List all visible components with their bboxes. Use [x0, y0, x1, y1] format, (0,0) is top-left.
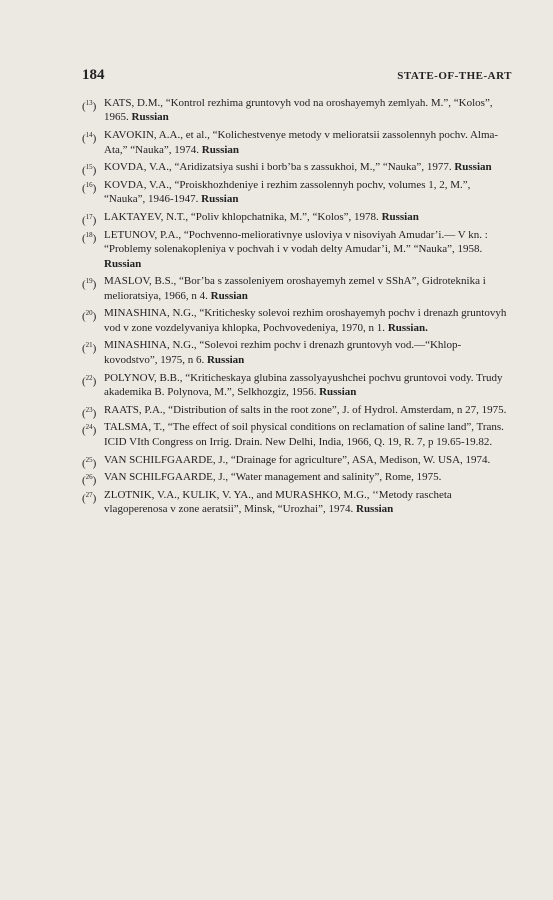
reference-language: Russian [454, 161, 492, 174]
reference-text: KOVDA, V.A., “Aridizatsiya sushi i borb’ba s zassukhoi, M.,” “Nauka”, 1977. [104, 161, 452, 174]
reference-number: ($^{17}$) [82, 213, 97, 227]
reference-item [82, 403, 512, 420]
reference-number: ($^{14}$) [82, 131, 97, 145]
reference-text: RAATS, P.A., “Distribution of salts in the root zone”, J. of Hydrol. Amsterdam, n 27, 1975. [104, 403, 507, 416]
reference-text: ZLOTNIK, V.A., KULIK, V. YA., and MURASHKO, M.G., ‘‘Metody rascheta vlagoperenosa v zone aeratsii”, Minsk, “Urozhai”, 1974. [104, 488, 452, 516]
reference-text: TALSMA, T., “The effect of soil physical conditions on reclamation of saline land”, Trans. ICID VIth Congress on Irrig. Drain. New Delhi, India, 1966, Q. 19, R. 7, p 19.65-19.82. [104, 421, 504, 448]
reference-item [82, 488, 512, 517]
reference-number: ($^{18}$) [82, 230, 97, 245]
reference-number: ($^{25}$) [82, 455, 97, 470]
reference-item [82, 453, 512, 470]
page-header [82, 67, 512, 84]
reference-language: Russian [201, 193, 239, 206]
reference-item [82, 128, 512, 157]
reference-number: ($^{20}$) [82, 309, 97, 324]
reference-text: KAVOKIN, A.A., et al., “Kolichestvenye metody v melioratsii zassolennyh pochv. Alma-Ata,” “Nauka”, 1974. [104, 129, 499, 156]
reference-language: Russian [356, 503, 394, 516]
reference-item [82, 470, 512, 487]
reference-item [82, 338, 512, 367]
reference-language: Russian [210, 289, 248, 302]
reference-text: MINASHINA, N.G., “Solevoi rezhim pochv i drenazh gruntovyh vod.—“Khlop-kovodstvo”, 1975, n 6. [104, 339, 462, 366]
reference-number: ($^{15}$) [82, 163, 97, 177]
reference-text: VAN SCHILFGAARDE, J., “Drainage for agriculture”, ASA, Medison, W. USA, 1974. [104, 453, 491, 466]
reference-item [82, 210, 512, 227]
reference-item [82, 160, 512, 177]
reference-text: KOVDA, V.A., “Proiskhozhdeniye i rezhim zassolennyh pochv, volumes 1, 2, M.”, “Nauka”, 1946-1947. [104, 178, 471, 206]
reference-language: Russian [206, 353, 245, 366]
reference-text: VAN SCHILFGAARDE, J., “Water management and salinity”, Rome, 1975. [104, 471, 442, 484]
reference-number: ($^{23}$) [82, 405, 97, 420]
reference-language: Russian [131, 111, 169, 124]
reference-item [82, 306, 512, 335]
page-number: 184 [82, 67, 105, 83]
reference-text: MASLOV, B.S., “Bor’ba s zassoleniyem oroshayemyh zemel v SShA”, Gidroteknika i melioratsiya, 1966, n 4. [104, 275, 486, 302]
reference-language: Russian [381, 211, 419, 224]
reference-number: ($^{16}$) [82, 180, 97, 195]
reference-language: Russian [319, 385, 357, 398]
reference-language: Russian. [387, 321, 428, 334]
reference-number: ($^{22}$) [82, 373, 97, 388]
reference-text: MINASHINA, N.G., “Kritichesky solevoi rezhim oroshayemyh pochv i drenazh gruntovyh vod v zone vozdelyvaniya khlopka, Pochvovedeniya, 1970, n 1. [104, 307, 507, 334]
running-title: STATE-OF-THE-ART [397, 70, 512, 82]
reference-number: ($^{26}$) [82, 473, 97, 487]
reference-item [82, 96, 512, 125]
reference-text: KATS, D.M., “Kontrol rezhima gruntovyh vod na oroshayemyh zemlyah. M.”, “Kolos”, 1965. [104, 97, 493, 124]
reference-item [82, 274, 512, 303]
reference-item [82, 228, 512, 271]
reference-language: Russian [104, 257, 142, 270]
reference-text: LAKTAYEV, N.T., “Poliv khlopchatnika, M.”, “Kolos”, 1978. [104, 211, 379, 224]
reference-language: Russian [201, 143, 240, 156]
reference-item [82, 178, 512, 207]
reference-number: ($^{21}$) [82, 341, 97, 356]
reference-number: ($^{24}$) [82, 423, 97, 438]
reference-item [82, 420, 512, 449]
reference-list [82, 96, 512, 520]
reference-text: POLYNOV, B.B., “Kriticheskaya glubina zassolyayushchei pochvu gruntovoi vody. Trudy akademika B. Polynova, M.”, Selkhozgiz, 1956. [104, 371, 503, 398]
reference-number: ($^{13}$) [82, 99, 97, 113]
reference-number: ($^{27}$) [82, 490, 97, 505]
reference-number: ($^{19}$) [82, 277, 97, 291]
reference-text: LETUNOV, P.A., “Pochvenno-meliorativnye usloviya v nisoviyah Amudar’i.— V kn. : “Problemy solenakopleniya v pochvah i v vodah delty Amudar’i, M.” “Nauka”, 1958. [104, 228, 488, 256]
reference-item [82, 371, 512, 400]
